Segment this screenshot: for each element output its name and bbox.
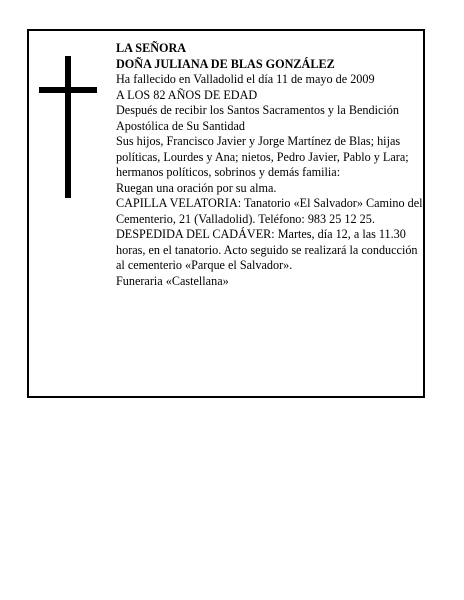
death-date-line: Ha fallecido en Valladolid el día 11 de mayo de 2009 — [116, 72, 375, 86]
funeral-home-line: Funeraria «Castellana» — [116, 273, 229, 288]
prayer-request-line: Ruegan una oración por su alma. — [116, 180, 277, 195]
sacraments-line: Después de recibir los Santos Sacramentos y la Bendición Apostólica de Su Santidad — [116, 103, 399, 133]
age-line: A LOS 82 AÑOS DE EDAD — [116, 87, 258, 102]
honorific-line: LA SEÑORA — [116, 41, 187, 55]
obituary-text — [116, 41, 424, 289]
cross-horizontal-bar — [39, 87, 97, 93]
deceased-name: DOÑA JULIANA DE BLAS GONZÁLEZ — [116, 56, 335, 71]
cross-vertical-bar — [65, 56, 71, 198]
wake-chapel-line: CAPILLA VELATORIA: Tanatorio «El Salvador» Camino del Cementerio, 21 (Valladolid). Teléfono: 983 25 12 25. — [116, 196, 423, 226]
funeral-farewell-line: DESPEDIDA DEL CADÁVER: Martes, día 12, a las 11.30 horas, en el tanatorio. Acto seguido se realizará la conducción al cementerio «Parque el Salvador». — [116, 227, 418, 272]
cross-icon — [39, 56, 97, 198]
obituary-notice-frame — [27, 29, 425, 398]
family-line: Sus hijos, Francisco Javier y Jorge Martínez de Blas; hijas políticas, Lourdes y Ana; nietos, Pedro Javier, Pablo y Lara; hermanos políticos, sobrinos y demás familia: — [116, 134, 409, 179]
